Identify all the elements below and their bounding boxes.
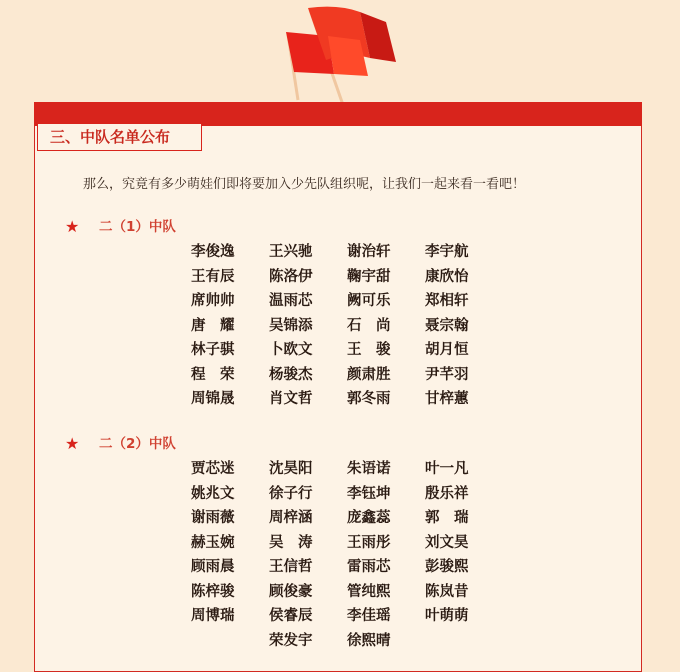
member-name: 沈昊阳 [269,461,313,477]
member-name: 石 尚 [347,317,391,334]
member-name: 姚兆文 [191,485,235,502]
group-1-heading [65,217,176,237]
member-name: 尹芊羽 [425,366,469,383]
member-name: 吴锦添 [269,317,313,334]
member-name: 郭 瑞 [425,510,469,526]
member-name: 朱语诺 [347,461,391,477]
member-name: 陈梓骏 [191,583,235,600]
member-name: 肖文哲 [269,391,313,407]
member-name: 陈岚昔 [425,583,469,600]
member-name: 康欣怡 [425,268,469,285]
member-name: 甘梓蕙 [425,391,469,407]
member-name: 杨骏杰 [269,366,313,383]
member-name: 叶一凡 [425,461,469,477]
member-name: 管纯熙 [347,583,391,600]
member-name: 鞠宇甜 [347,268,391,285]
member-name: 唐 耀 [191,317,235,334]
member-name: 席帅帅 [191,293,235,309]
group-1-label: 二（1）中队 [99,219,176,235]
member-name: 徐熙晴 [347,632,391,649]
star-icon: ★ [65,434,80,453]
member-name: 聂宗翰 [425,317,469,334]
member-name: 卜欧文 [269,342,313,358]
member-name: 郑相轩 [425,293,469,309]
group-2-label: 二（2）中队 [99,436,176,452]
member-name: 顾俊豪 [269,583,313,600]
member-name: 庞鑫蕊 [347,510,391,526]
group-2-names [191,457,503,653]
member-name: 谢治轩 [347,244,391,260]
group-2-heading [65,434,176,454]
member-name: 林子骐 [191,342,235,358]
member-name: 赫玉婉 [191,534,235,551]
member-name: 荣发宇 [269,632,313,649]
member-name: 李宇航 [425,244,469,260]
member-name: 殷乐祥 [425,485,469,502]
member-name: 周锦晟 [191,391,235,407]
member-name: 谢雨薇 [191,510,235,526]
member-name: 胡月恒 [425,342,469,358]
member-name: 王兴驰 [269,244,313,260]
member-name: 徐子行 [269,485,313,502]
member-name: 顾雨晨 [191,559,235,575]
member-name: 周博瑞 [191,608,235,624]
member-name: 李俊逸 [191,244,235,260]
member-name [425,629,503,654]
member-name: 李钰坤 [347,485,391,502]
star-icon: ★ [65,217,80,236]
member-name: 王 骏 [347,342,391,358]
member-name: 王雨彤 [347,534,391,551]
member-name: 雷雨芯 [347,559,391,575]
member-name: 贾芯迷 [191,461,235,477]
member-name: 刘文昊 [425,534,469,551]
member-name: 吴 涛 [269,534,313,551]
member-name: 颜肃胜 [347,366,391,383]
member-name: 叶萌萌 [425,608,469,624]
member-name: 程 荣 [191,366,235,383]
member-name: 周梓涵 [269,510,313,526]
member-name: 郭冬雨 [347,391,391,407]
member-name [191,629,269,654]
red-flags-icon [268,0,418,110]
member-name: 王有辰 [191,268,235,285]
name-list-card [34,102,642,672]
member-name: 陈洛伊 [269,268,313,285]
member-name: 侯睿辰 [269,608,313,624]
member-name: 王信哲 [269,559,313,575]
member-name: 李佳瑶 [347,608,391,624]
intro-text: 那么，究竟有多少萌娃们即将要加入少先队组织呢，让我们一起来看一看吧！ [83,177,526,192]
member-name: 彭骏熙 [425,559,469,575]
group-1-names [191,240,503,412]
member-name: 温雨芯 [269,293,313,309]
section-title: 三、中队名单公布 [37,123,202,151]
member-name: 阙可乐 [347,293,391,309]
